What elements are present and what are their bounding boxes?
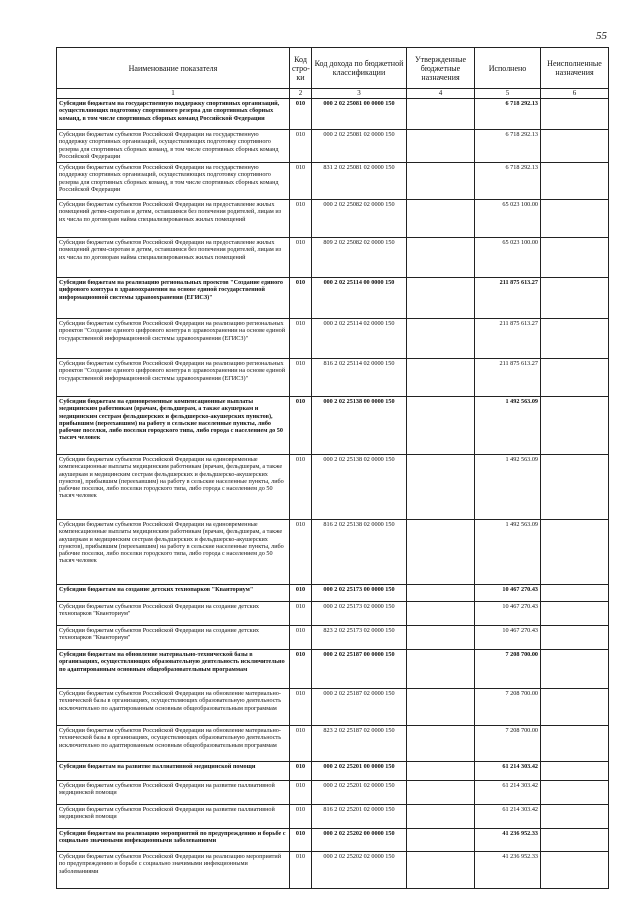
executed-amount: 41 236 952.33: [475, 852, 541, 889]
budget-classification-code: 000 2 02 25202 00 0000 150: [312, 829, 407, 852]
approved-amount: [407, 585, 475, 602]
budget-classification-code: 000 2 02 25081 02 0000 150: [312, 130, 407, 163]
indicator-name: Субсидии бюджетам субъектов Российской Федерации на единовременные компенсационные выплаты медицинским работникам (врачам, фельдшерам, а также акушеркам и медицинским сестрам фельдшерских и фельдшерско-акушерских пунктов), прибывшим (переехавшим) на работу в сельские населенные пункты, либо рабочие поселки, либо поселки городского типа, либо города с населением до 50 тысяч человек: [57, 520, 290, 585]
column-number: 6: [541, 89, 609, 99]
indicator-name: Субсидии бюджетам субъектов Российской Федерации на развитие паллиативной медицинской помощи: [57, 805, 290, 829]
line-code: 010: [290, 626, 312, 650]
budget-classification-code: 000 2 02 25201 00 0000 150: [312, 762, 407, 781]
approved-amount: [407, 99, 475, 130]
executed-amount: 6 718 292.13: [475, 163, 541, 200]
line-code: 010: [290, 319, 312, 359]
unexecuted-amount: [541, 397, 609, 455]
budget-classification-code: 831 2 02 25081 02 0000 150: [312, 163, 407, 200]
indicator-name: Субсидии бюджетам на единовременные компенсационные выплаты медицинским работникам (врачам, фельдшерам, а также акушеркам и медицинским сестрам фельдшерских и фельдшерско-акушерских пунктов), прибывшим (переехавшим) на работу в сельские населенные пункты, либо рабочие поселки, либо поселки городского типа, либо города с населением до 50 тысяч человек: [57, 397, 290, 455]
unexecuted-amount: [541, 781, 609, 805]
unexecuted-amount: [541, 726, 609, 762]
approved-amount: [407, 520, 475, 585]
indicator-name: Субсидии бюджетам субъектов Российской Федерации на развитие паллиативной медицинской помощи: [57, 781, 290, 805]
table-header-row: [57, 48, 609, 89]
table-row: [57, 99, 609, 130]
executed-amount: 10 467 270.43: [475, 626, 541, 650]
budget-classification-code: 000 2 02 25114 02 0000 150: [312, 319, 407, 359]
column-header-kbk: Код дохода по бюджетной классификации: [312, 48, 407, 89]
unexecuted-amount: [541, 130, 609, 163]
budget-classification-code: 816 2 02 25138 02 0000 150: [312, 520, 407, 585]
table-row: [57, 805, 609, 829]
indicator-name: Субсидии бюджетам субъектов Российской Федерации на обновление материально-технической базы в организациях, осуществляющих образовательную деятельность исключительно по адаптированным основным общеобразовательным программам: [57, 689, 290, 726]
line-code: 010: [290, 278, 312, 319]
table-row: [57, 397, 609, 455]
column-header-approved: Утвержденные бюджетные назначения: [407, 48, 475, 89]
indicator-name: Субсидии бюджетам на государственную поддержку спортивных организаций, осуществляющих подготовку спортивного резерва для спортивных сборных команд, в том числе спортивных сборных команд Российской Федерации: [57, 99, 290, 130]
budget-classification-code: 809 2 02 25082 02 0000 150: [312, 238, 407, 278]
approved-amount: [407, 852, 475, 889]
unexecuted-amount: [541, 762, 609, 781]
table-row: [57, 726, 609, 762]
unexecuted-amount: [541, 278, 609, 319]
unexecuted-amount: [541, 829, 609, 852]
unexecuted-amount: [541, 852, 609, 889]
column-number-row: [57, 89, 609, 99]
unexecuted-amount: [541, 238, 609, 278]
approved-amount: [407, 650, 475, 689]
approved-amount: [407, 781, 475, 805]
unexecuted-amount: [541, 319, 609, 359]
indicator-name: Субсидии бюджетам субъектов Российской Федерации на предоставление жилых помещений детям-сиротам и детям, оставшимся без попечения родителей, лицам из их числа по договорам найма специализированных жилых помещений: [57, 238, 290, 278]
line-code: 010: [290, 200, 312, 238]
indicator-name: Субсидии бюджетам субъектов Российской Федерации на предоставление жилых помещений детям-сиротам и детям, оставшимся без попечения родителей, лицам из их числа по договорам найма специализированных жилых помещений: [57, 200, 290, 238]
executed-amount: 1 492 563.09: [475, 455, 541, 520]
budget-report-table: [56, 47, 609, 889]
table-row: [57, 455, 609, 520]
approved-amount: [407, 805, 475, 829]
budget-classification-code: 823 2 02 25173 02 0000 150: [312, 626, 407, 650]
table-row: [57, 829, 609, 852]
indicator-name: Субсидии бюджетам субъектов Российской Федерации на реализацию мероприятий по предупреждению и борьбе с социально значимыми инфекционными заболеваниями: [57, 852, 290, 889]
indicator-name: Субсидии бюджетам на развитие паллиативной медицинской помощи: [57, 762, 290, 781]
unexecuted-amount: [541, 200, 609, 238]
budget-classification-code: 816 2 02 25201 02 0000 150: [312, 805, 407, 829]
executed-amount: 6 718 292.13: [475, 99, 541, 130]
line-code: 010: [290, 805, 312, 829]
table-row: [57, 238, 609, 278]
budget-classification-code: 000 2 02 25082 02 0000 150: [312, 200, 407, 238]
approved-amount: [407, 200, 475, 238]
executed-amount: 1 492 563.09: [475, 397, 541, 455]
line-code: 010: [290, 781, 312, 805]
unexecuted-amount: [541, 585, 609, 602]
approved-amount: [407, 762, 475, 781]
approved-amount: [407, 130, 475, 163]
table-row: [57, 626, 609, 650]
column-number: 1: [57, 89, 290, 99]
executed-amount: 211 875 613.27: [475, 319, 541, 359]
table-row: [57, 762, 609, 781]
budget-classification-code: 816 2 02 25114 02 0000 150: [312, 359, 407, 397]
budget-classification-code: 000 2 02 25138 00 0000 150: [312, 397, 407, 455]
table-row: [57, 319, 609, 359]
line-code: 010: [290, 650, 312, 689]
indicator-name: Субсидии бюджетам на реализацию мероприятий по предупреждению и борьбе с социально значимыми инфекционными заболеваниями: [57, 829, 290, 852]
executed-amount: 65 023 100.00: [475, 200, 541, 238]
executed-amount: 61 214 303.42: [475, 805, 541, 829]
unexecuted-amount: [541, 626, 609, 650]
indicator-name: Субсидии бюджетам на обновление материально-технической базы в организациях, осуществляющих образовательную деятельность исключительно по адаптированным основным общеобразовательным программам: [57, 650, 290, 689]
approved-amount: [407, 455, 475, 520]
line-code: 010: [290, 726, 312, 762]
indicator-name: Субсидии бюджетам субъектов Российской Федерации на создание детских технопарков "Кванториум": [57, 626, 290, 650]
column-header-code: Код стро-ки: [290, 48, 312, 89]
executed-amount: 10 467 270.43: [475, 585, 541, 602]
line-code: 010: [290, 130, 312, 163]
budget-classification-code: 000 2 02 25187 02 0000 150: [312, 689, 407, 726]
approved-amount: [407, 238, 475, 278]
line-code: 010: [290, 852, 312, 889]
table-row: [57, 650, 609, 689]
table-row: [57, 852, 609, 889]
budget-classification-code: 000 2 02 25201 02 0000 150: [312, 781, 407, 805]
column-number: 4: [407, 89, 475, 99]
line-code: 010: [290, 99, 312, 130]
column-number: 5: [475, 89, 541, 99]
table-row: [57, 130, 609, 163]
line-code: 010: [290, 397, 312, 455]
table-row: [57, 278, 609, 319]
budget-classification-code: 000 2 02 25081 00 0000 150: [312, 99, 407, 130]
executed-amount: 6 718 292.13: [475, 130, 541, 163]
indicator-name: Субсидии бюджетам субъектов Российской Федерации на реализацию региональных проектов "Создание единого цифрового контура в здравоохранении на основе единой государственной информационной системы здравоохранения (ЕГИСЗ)": [57, 359, 290, 397]
approved-amount: [407, 163, 475, 200]
table-row: [57, 585, 609, 602]
line-code: 010: [290, 829, 312, 852]
approved-amount: [407, 319, 475, 359]
line-code: 010: [290, 359, 312, 397]
indicator-name: Субсидии бюджетам на создание детских технопарков "Кванториум": [57, 585, 290, 602]
executed-amount: 10 467 270.43: [475, 602, 541, 626]
budget-classification-code: 000 2 02 25173 00 0000 150: [312, 585, 407, 602]
executed-amount: 61 214 303.42: [475, 781, 541, 805]
indicator-name: Субсидии бюджетам субъектов Российской Федерации на обновление материально-технической базы в организациях, осуществляющих образовательную деятельность исключительно по адаптированным основным общеобразовательным программам: [57, 726, 290, 762]
line-code: 010: [290, 762, 312, 781]
unexecuted-amount: [541, 359, 609, 397]
line-code: 010: [290, 520, 312, 585]
unexecuted-amount: [541, 455, 609, 520]
budget-classification-code: 000 2 02 25114 00 0000 150: [312, 278, 407, 319]
column-header-executed: Исполнено: [475, 48, 541, 89]
indicator-name: Субсидии бюджетам на реализацию региональных проектов "Создание единого цифрового контура в здравоохранении на основе единой государственной информационной системы здравоохранения (ЕГИСЗ)": [57, 278, 290, 319]
approved-amount: [407, 626, 475, 650]
column-header-name: Наименование показателя: [57, 48, 290, 89]
table-row: [57, 520, 609, 585]
table-row: [57, 163, 609, 200]
executed-amount: 1 492 563.09: [475, 520, 541, 585]
approved-amount: [407, 602, 475, 626]
approved-amount: [407, 278, 475, 319]
unexecuted-amount: [541, 163, 609, 200]
budget-classification-code: 000 2 02 25202 02 0000 150: [312, 852, 407, 889]
column-number: 3: [312, 89, 407, 99]
approved-amount: [407, 397, 475, 455]
budget-classification-code: 823 2 02 25187 02 0000 150: [312, 726, 407, 762]
unexecuted-amount: [541, 805, 609, 829]
approved-amount: [407, 829, 475, 852]
approved-amount: [407, 726, 475, 762]
line-code: 010: [290, 163, 312, 200]
indicator-name: Субсидии бюджетам субъектов Российской Федерации на реализацию региональных проектов "Создание единого цифрового контура в здравоохранении на основе единой государственной информационной системы здравоохранения (ЕГИСЗ)": [57, 319, 290, 359]
line-code: 010: [290, 602, 312, 626]
page-number: 55: [596, 30, 607, 42]
unexecuted-amount: [541, 650, 609, 689]
budget-classification-code: 000 2 02 25187 00 0000 150: [312, 650, 407, 689]
unexecuted-amount: [541, 602, 609, 626]
approved-amount: [407, 359, 475, 397]
executed-amount: 41 236 952.33: [475, 829, 541, 852]
column-header-unexecuted: Неисполненные назначения: [541, 48, 609, 89]
executed-amount: 61 214 303.42: [475, 762, 541, 781]
line-code: 010: [290, 455, 312, 520]
table-body: [57, 99, 609, 889]
table-row: [57, 781, 609, 805]
budget-classification-code: 000 2 02 25138 02 0000 150: [312, 455, 407, 520]
indicator-name: Субсидии бюджетам субъектов Российской Федерации на государственную поддержку спортивных организаций, осуществляющих подготовку спортивного резерва для спортивных сборных команд, в том числе спортивных сборных команд Российской Федерации: [57, 130, 290, 163]
table-row: [57, 689, 609, 726]
executed-amount: 211 875 613.27: [475, 359, 541, 397]
executed-amount: 65 023 100.00: [475, 238, 541, 278]
unexecuted-amount: [541, 689, 609, 726]
indicator-name: Субсидии бюджетам субъектов Российской Федерации на создание детских технопарков "Кванториум": [57, 602, 290, 626]
line-code: 010: [290, 238, 312, 278]
executed-amount: 7 208 700.00: [475, 650, 541, 689]
line-code: 010: [290, 585, 312, 602]
approved-amount: [407, 689, 475, 726]
column-number: 2: [290, 89, 312, 99]
table-row: [57, 200, 609, 238]
table-row: [57, 359, 609, 397]
line-code: 010: [290, 689, 312, 726]
executed-amount: 7 208 700.00: [475, 726, 541, 762]
unexecuted-amount: [541, 520, 609, 585]
executed-amount: 7 208 700.00: [475, 689, 541, 726]
table-row: [57, 602, 609, 626]
indicator-name: Субсидии бюджетам субъектов Российской Федерации на государственную поддержку спортивных организаций, осуществляющих подготовку спортивного резерва для спортивных сборных команд, в том числе спортивных сборных команд Российской Федерации: [57, 163, 290, 200]
unexecuted-amount: [541, 99, 609, 130]
budget-classification-code: 000 2 02 25173 02 0000 150: [312, 602, 407, 626]
indicator-name: Субсидии бюджетам субъектов Российской Федерации на единовременные компенсационные выплаты медицинским работникам (врачам, фельдшерам, а также акушеркам и медицинским сестрам фельдшерских и фельдшерско-акушерских пунктов), прибывшим (переехавшим) на работу в сельские населенные пункты, либо рабочие поселки, либо поселки городского типа, либо города с населением до 50 тысяч человек: [57, 455, 290, 520]
executed-amount: 211 875 613.27: [475, 278, 541, 319]
